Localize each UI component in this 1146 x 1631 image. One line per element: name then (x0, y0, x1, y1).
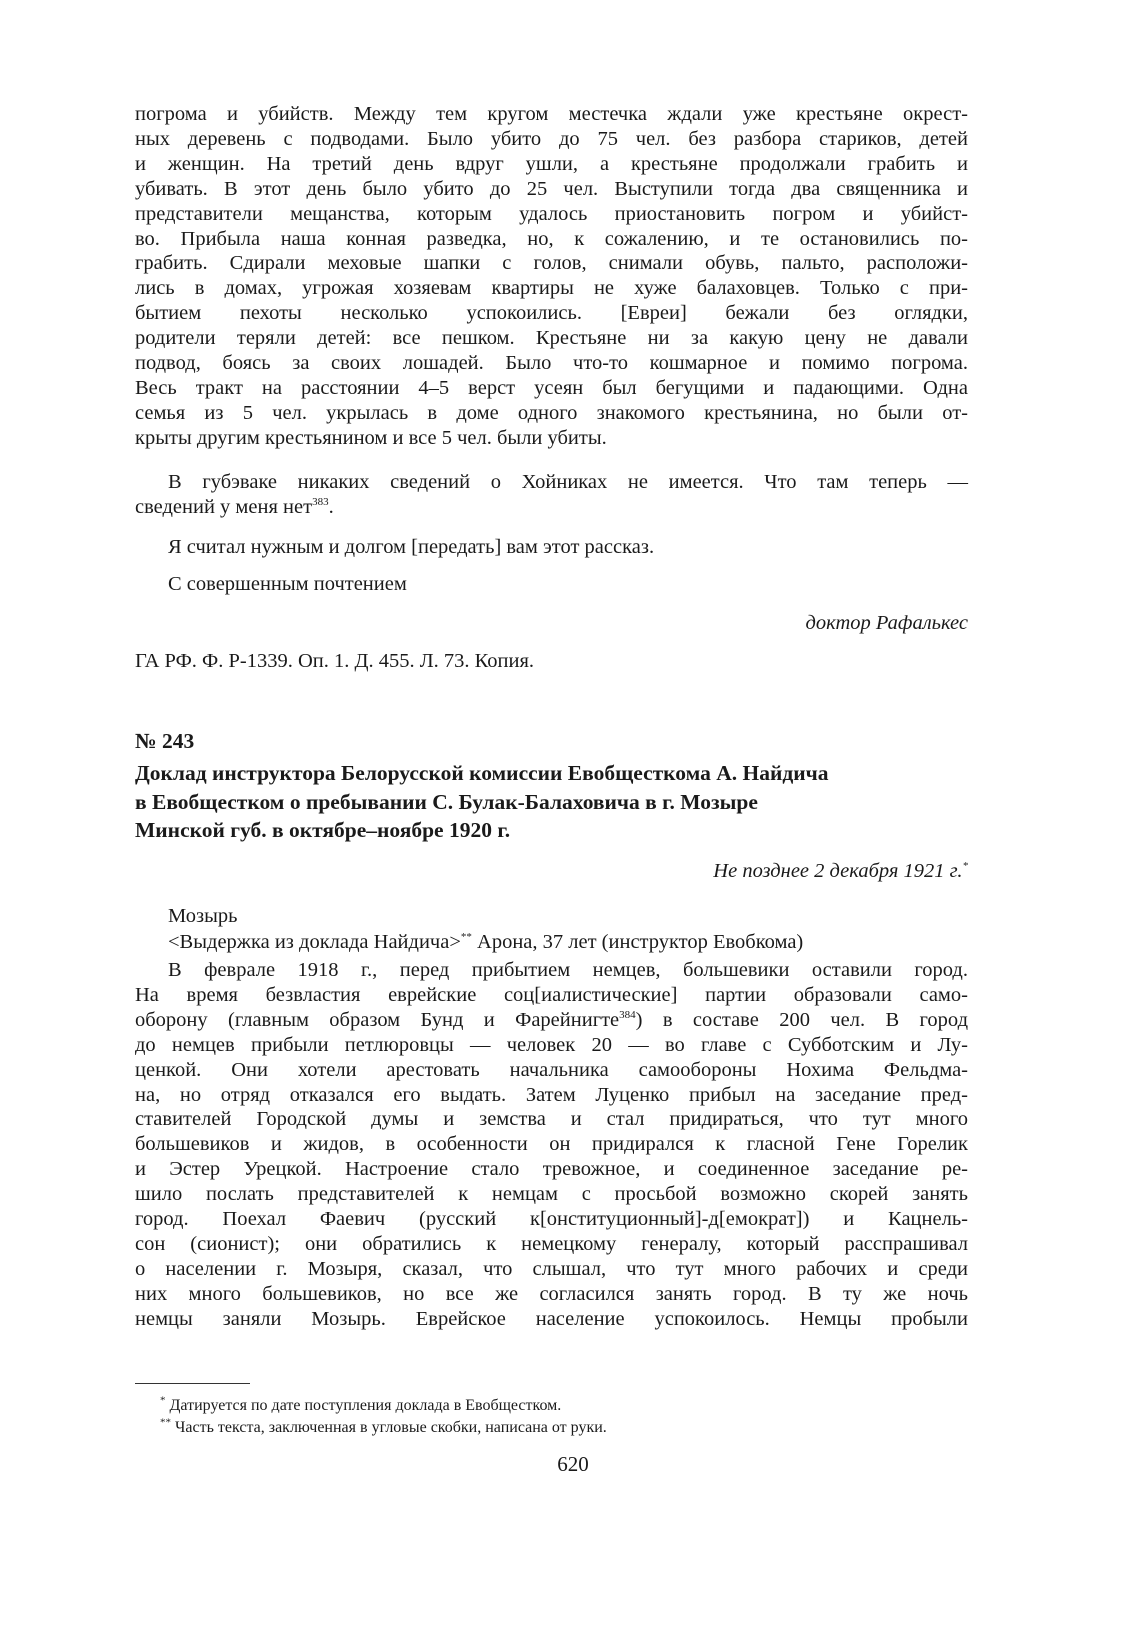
text-line: во. Прибыла наша конная разведка, но, к сожалению, и те остановились по- (135, 227, 968, 250)
text-line: на, но отряд отказался его выдать. Затем Луценко прибыл на заседание пред- (135, 1083, 968, 1106)
date-text: Не позднее 2 декабря 1921 г. (713, 860, 963, 882)
archive-source: ГА РФ. Ф. Р-1339. Оп. 1. Д. 455. Л. 73. Копия. (135, 650, 535, 672)
place: Мозырь (168, 905, 238, 927)
text-line: лись в домах, угрожая хозяевам квартиры не хуже балаховцев. Только с при- (135, 277, 968, 300)
text-line: большевиков и жидов, в особенности он придирался к гласной Гене Горелик (135, 1133, 968, 1156)
document-title (135, 759, 968, 845)
footnote-mark: * (962, 860, 968, 873)
text-line: шило послать представителей к немцам с просьбой возможно скорей занять (135, 1183, 968, 1206)
text-line: Весь тракт на расстоянии 4–5 верст усеян был бегущими и падающими. Одна (135, 376, 968, 399)
text-line: немцы заняли Мозырь. Еврейское население успокоилось. Немцы пробыли (135, 1307, 968, 1330)
text-line: до немцев прибыли петлюровцы — человек 20 — во главе с Субботским и Лу- (135, 1033, 968, 1056)
text-line (135, 495, 968, 520)
text-line: бытием пехоты несколько успокоились. [Евреи] бежали без оглядки, (135, 302, 968, 325)
text-line: убивать. В этот день было убито до 25 чел. Выступили тогда два священника и (135, 177, 968, 200)
text-line: подвод, боясь за своих лошадей. Было что-то кошмарное и помимо погрома. (135, 352, 968, 375)
text: Арона, 37 лет (инструктор Евобкома) (471, 931, 804, 953)
text-line: Минской губ. в октябре–ноябре 1920 г. (135, 818, 511, 842)
page-number: 620 (557, 1452, 589, 1476)
text-line: грабить. Сдирали меховые шапки с голов, снимали обувь, пальто, расположи- (135, 252, 968, 275)
text-line: о населении г. Мозыря, сказал, что слышал, что тут много рабочих и среди (135, 1257, 968, 1280)
letter-continuation (135, 102, 968, 451)
excerpt: <Выдержка из доклада Найдича> (168, 931, 461, 953)
footnote-text: Датируется по дате поступления доклада в Евобщестком. (165, 1397, 562, 1414)
text-line: них много большевиков, но все же согласился занять город. В ту же ночь (135, 1282, 968, 1305)
text-line (135, 1008, 968, 1033)
footnote (160, 1417, 607, 1439)
signature: доктор Рафалькес (805, 612, 968, 634)
document-body (135, 958, 968, 1332)
text-line: семья из 5 чел. укрылась в доме одного знакомого крестьянина, но были от- (135, 401, 968, 424)
text-line: и Эстер Урецкой. Настроение стало тревожное, и соединенное заседание ре- (135, 1158, 968, 1181)
note-ref: 384 (619, 1008, 636, 1021)
footnote (160, 1395, 561, 1417)
text-line: и женщин. На третий день вдруг ушли, а крестьяне продолжали грабить и (135, 152, 968, 175)
letter-paragraph (135, 470, 968, 520)
footnote-mark: ** (160, 1416, 171, 1429)
document-date (135, 859, 968, 884)
footnote-mark: ** (460, 931, 472, 944)
text-line: сон (сионист); они обратились к немецкому генералу, который расспрашивал (135, 1232, 968, 1255)
document-number: № 243 (135, 729, 195, 753)
text-line: В губэваке никаких сведений о Хойниках не имеется. Что там теперь — (168, 471, 968, 493)
text-line: ценкой. Они хотели арестовать начальника самообороны Нохима Фельдма- (135, 1058, 968, 1081)
text-line: родители теряли детей: все пешком. Крестьяне ни за какую цену не давали (135, 327, 968, 350)
text-line: Доклад инструктора Белорусской комиссии Евобщесткома А. Найдича (135, 761, 829, 785)
footnote-text: Часть текста, заключенная в угловые скобки, написана от руки. (171, 1419, 607, 1436)
text-line: город. Поехал Фаевич (русский к[онституционный]-д[емократ]) и Кацнель- (135, 1208, 968, 1231)
text-line: представители мещанства, которым удалось приостановить погром и убийст- (135, 202, 968, 225)
text-line: ставителей Городской думы и земства и стал придираться, что тут много (135, 1108, 968, 1131)
text: оборону (главным образом Бунд и Фарейнигте (135, 1008, 620, 1031)
text-line: В феврале 1918 г., перед прибытием немцев, большевики оставили город. (168, 959, 968, 981)
text: сведений у меня нет (135, 495, 313, 518)
footnote-mark: * (160, 1394, 166, 1407)
footnote-divider (135, 1383, 250, 1384)
text: . (328, 495, 334, 518)
note-ref: 383 (312, 496, 329, 509)
text-line: На время безвластия еврейские соц[иалистические] партии образовали само- (135, 983, 968, 1006)
text: ) в составе 200 чел. В город (635, 1008, 968, 1031)
letter-closing-line: Я считал нужным и долгом [передать] вам этот рассказ. (168, 536, 655, 558)
excerpt-line (135, 930, 968, 955)
text-line: погрома и убийств. Между тем кругом местечка ждали уже крестьяне окрест- (135, 103, 968, 125)
text-line: крыты другим крестьянином и все 5 чел. были убиты. (135, 426, 607, 449)
text-line: ных деревень с подводами. Было убито до 75 чел. без разбора стариков, детей (135, 127, 968, 150)
text-line: в Евобщестком о пребывании С. Булак-Балаховича в г. Мозыре (135, 789, 758, 814)
letter-salutation: С совершенным почтением (168, 573, 407, 595)
